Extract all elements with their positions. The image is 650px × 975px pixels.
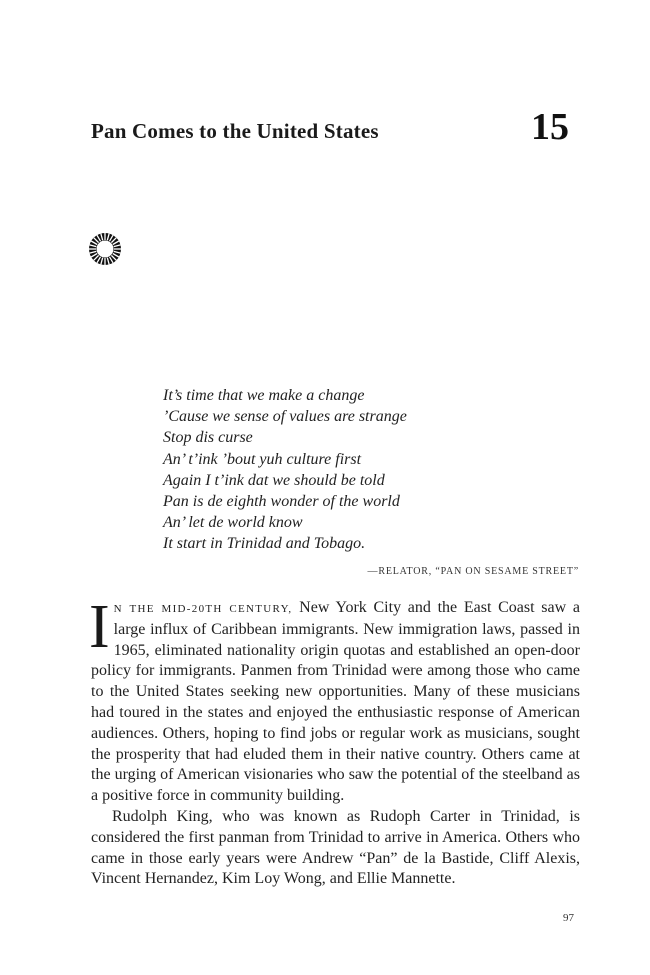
epigraph-line: Pan is de eighth wonder of the world — [163, 493, 400, 511]
epigraph-line: An’ t’ink ’bout yuh culture first — [163, 450, 362, 468]
epigraph-line: Again I t’ink dat we should be told — [163, 471, 385, 489]
body-text — [89, 593, 580, 890]
epigraph-line: Stop dis curse — [163, 429, 253, 447]
lead-in: N THE MID-20TH CENTURY, — [113, 603, 293, 615]
epigraph — [163, 385, 583, 555]
sunburst-icon — [88, 232, 122, 266]
epigraph-line: It start in Trinidad and Tobago. — [163, 535, 366, 553]
paragraph: Rudolph King, who was known as Rudoph Carter in Trinidad, is considered the first panman from Trinidad to arrive in America. Others who came in those early years were Andrew “Pan” de la Bastide, Cliff Alexis, Vincent Hernandez, Kim Loy Wong, and Ellie Mannette. — [91, 807, 580, 888]
drop-cap: I — [89, 593, 110, 661]
chapter-number: 15 — [531, 106, 569, 148]
page-number: 97 — [563, 912, 574, 924]
paragraph — [89, 593, 580, 807]
chapter-title: Pan Comes to the United States — [91, 119, 379, 143]
epigraph-line: ’Cause we sense of values are strange — [163, 408, 407, 426]
epigraph-line: An’ let de world know — [163, 514, 303, 532]
paragraph-text: New York City and the East Coast saw a large influx of Caribbean immigrants. New immigration laws, passed in 1965, eliminated nationality origin quotas and established an open-door policy for immigrants. Panmen from Trinidad were among those who came to the United States seeking new opportunities. Many of these musicians had toured in the states and enjoyed the enthusiastic response of American audiences. Others, hoping to find jobs or regular work as musicians, sought the prosperity that had eluded them in their native country. Others came at the urging of American visionaries who saw the potential of the steelband as a positive force in community building. — [91, 599, 580, 805]
epigraph-line: It’s time that we make a change — [163, 387, 365, 404]
epigraph-attribution: —RELATOR, “PAN ON SESAME STREET” — [367, 566, 579, 577]
